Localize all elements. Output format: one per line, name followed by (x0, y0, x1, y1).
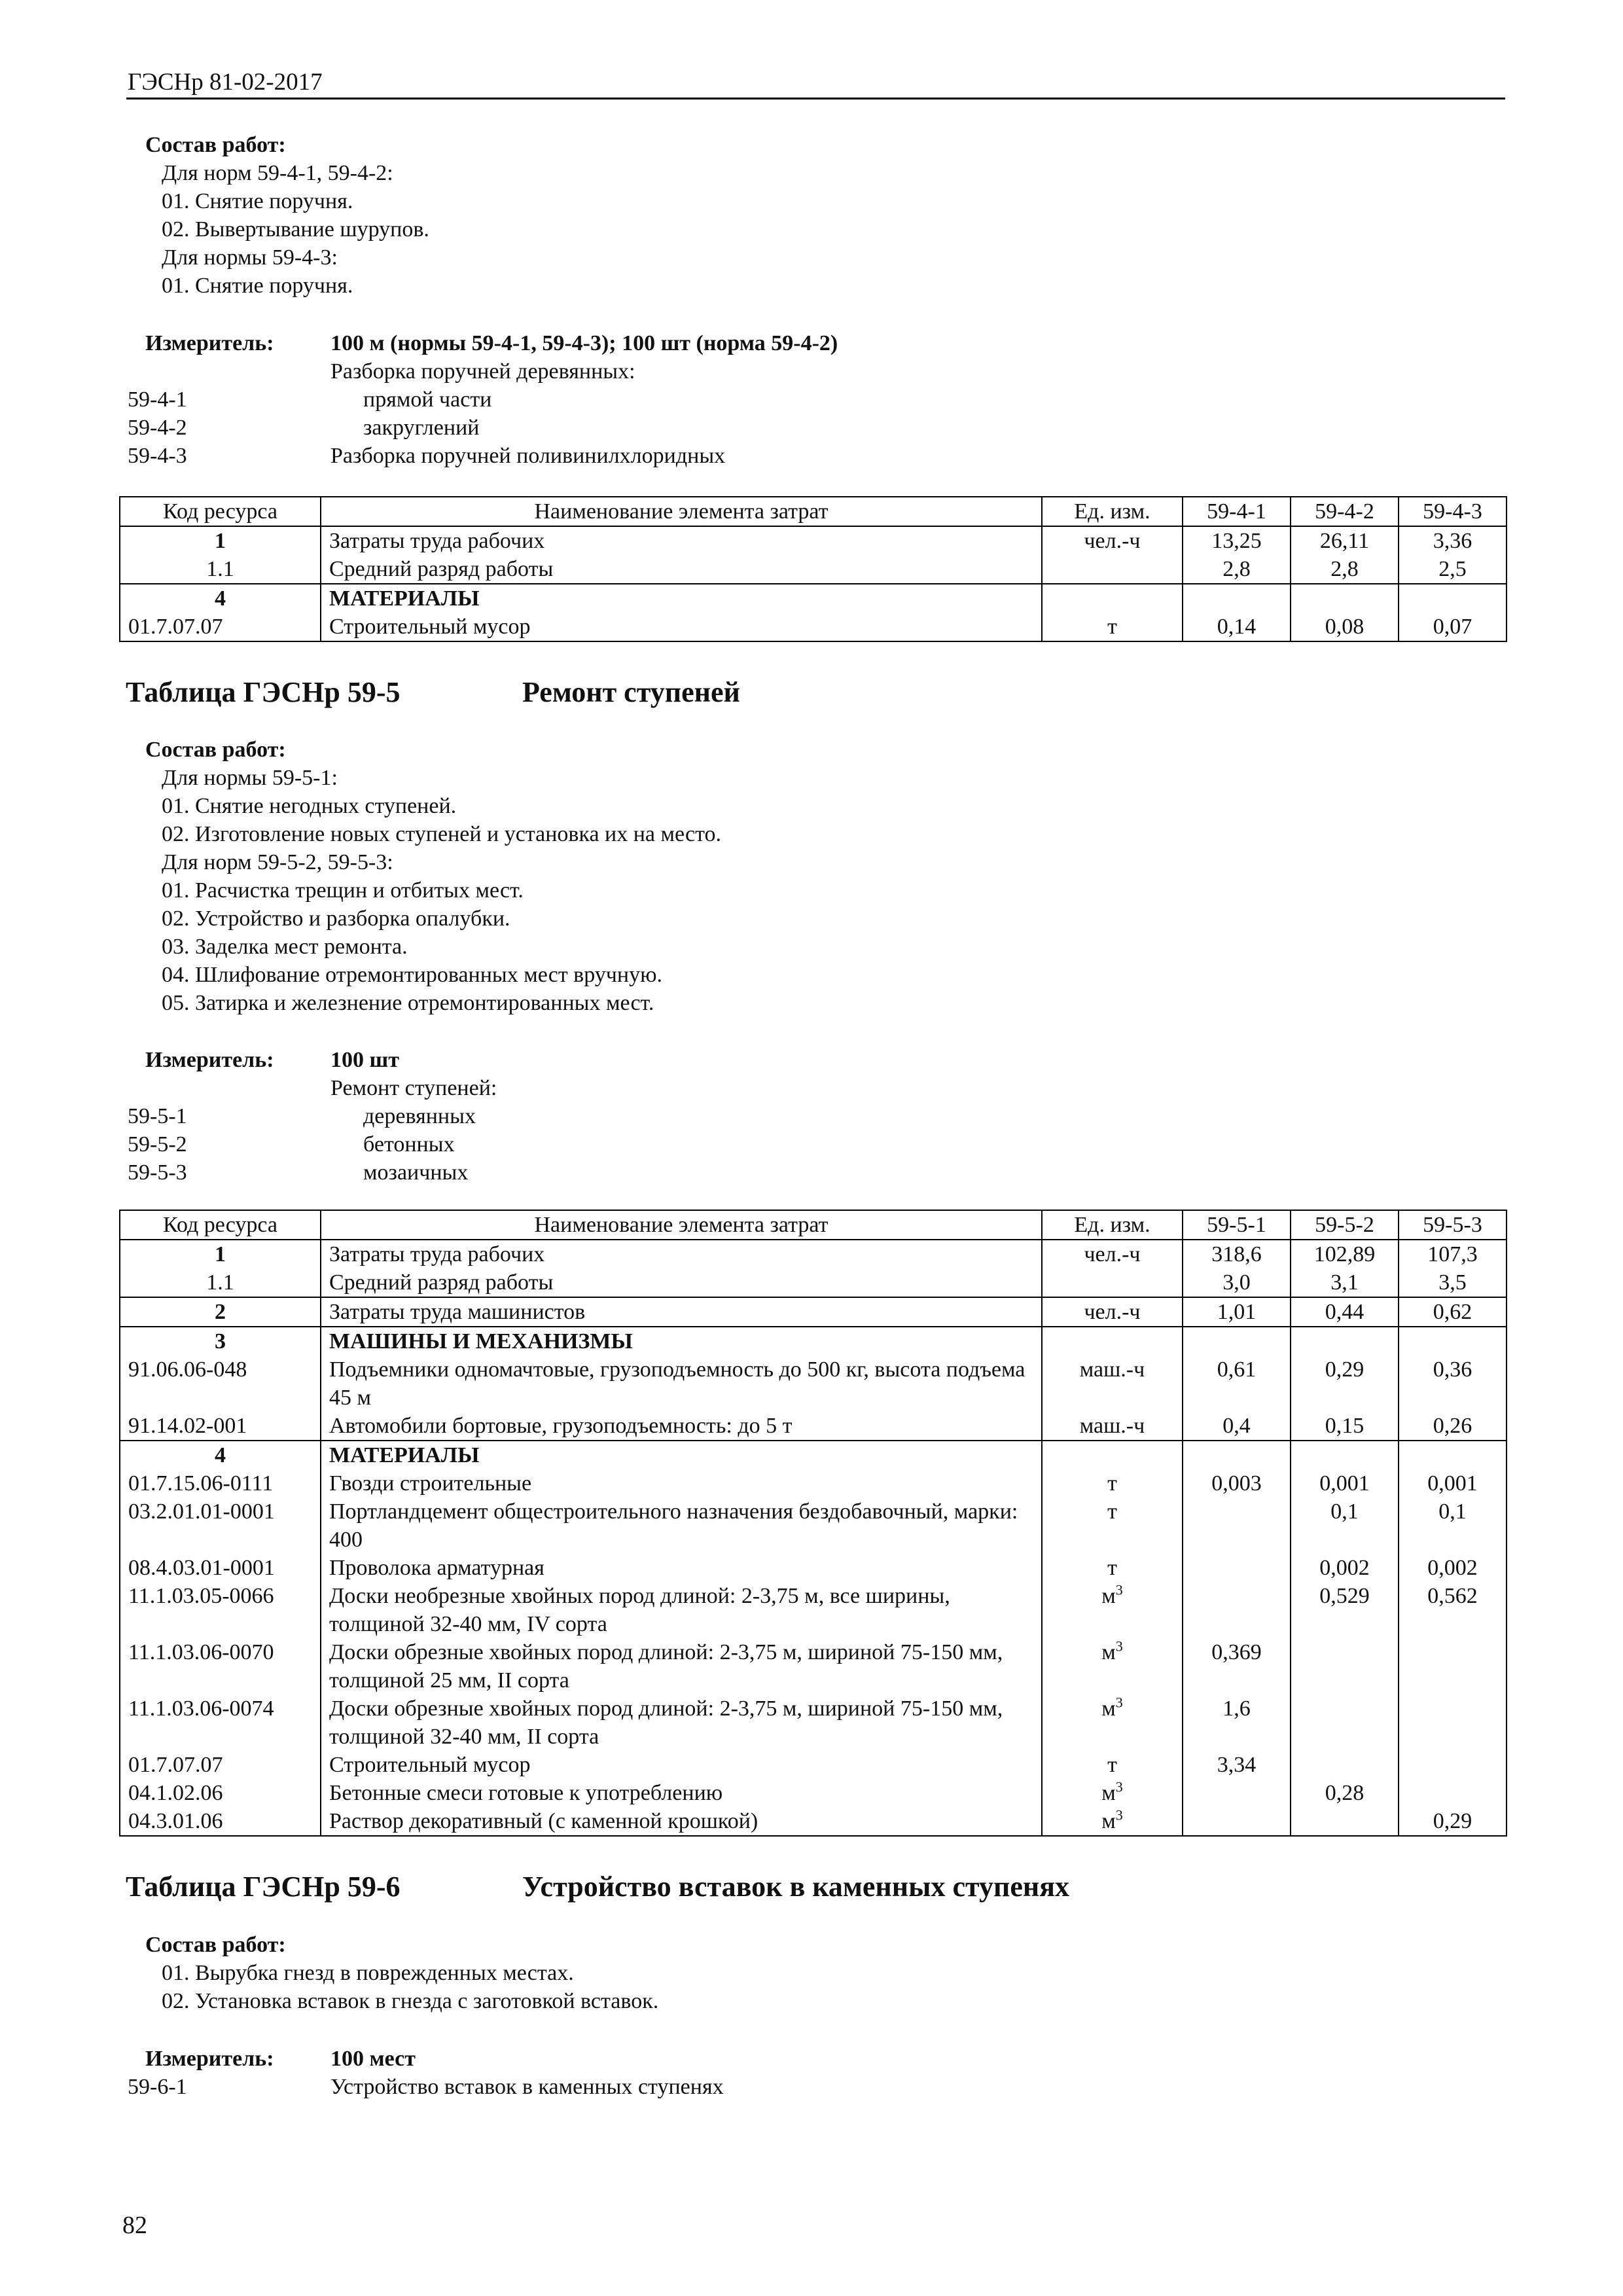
resource-value: 0,369 (1183, 1638, 1291, 1695)
resource-unit: $м^3$ (1042, 1638, 1183, 1695)
resource-value (1291, 1327, 1399, 1355)
resource-unit: $м^3$ (1042, 1779, 1183, 1807)
composition-label-59-6: Состав работ: (145, 1933, 286, 1957)
table-row (120, 1498, 1507, 1554)
table-row (120, 1779, 1507, 1807)
resource-value: 3,36 (1399, 526, 1507, 555)
composition-line: 03. Заделка мест ремонта. (162, 935, 408, 959)
resource-name: Строительный мусор (321, 1751, 1042, 1779)
resource-name: Затраты труда машинистов (321, 1297, 1042, 1327)
resource-unit (1042, 555, 1183, 584)
resource-unit: т (1042, 1751, 1183, 1779)
resource-value: 3,34 (1183, 1751, 1291, 1779)
table-title-59-6: Устройство вставок в каменных ступенях (522, 1871, 1070, 1903)
composition-line: Для норм 59-5-2, 59-5-3: (162, 850, 393, 874)
resource-code: 04.1.02.06 (120, 1779, 321, 1807)
norm-name: закруглений (363, 416, 480, 440)
resource-name: Средний разряд работы (321, 1268, 1042, 1297)
table-row (120, 526, 1507, 555)
resource-value (1399, 1638, 1507, 1695)
resource-value (1291, 1441, 1399, 1469)
resource-value (1399, 1751, 1507, 1779)
resource-value: 0,001 (1399, 1469, 1507, 1498)
resource-value (1399, 1779, 1507, 1807)
resource-name: Строительный мусор (321, 613, 1042, 641)
measure-value-59-6: 100 мест (330, 2047, 416, 2071)
column-header: Наименование элемента затрат (321, 497, 1042, 526)
resource-value (1399, 1695, 1507, 1751)
column-header: Код ресурса (120, 497, 321, 526)
resource-value: 0,001 (1291, 1469, 1399, 1498)
resource-value (1183, 1441, 1291, 1469)
resource-value: 0,07 (1399, 613, 1507, 641)
table-row (120, 1441, 1507, 1469)
resource-value: 2,5 (1399, 555, 1507, 584)
column-header: Код ресурса (120, 1210, 321, 1240)
resource-value (1183, 584, 1291, 613)
column-header: 59-5-1 (1183, 1210, 1291, 1240)
resource-value: 3,1 (1291, 1268, 1399, 1297)
norm-name: Устройство вставок в каменных ступенях (330, 2075, 724, 2099)
resource-unit: $м^3$ (1042, 1695, 1183, 1751)
resource-unit: чел.-ч (1042, 1297, 1183, 1327)
resource-code: 11.1.03.06-0074 (120, 1695, 321, 1751)
resource-name: Гвозди строительные (321, 1469, 1042, 1498)
resource-value (1183, 1327, 1291, 1355)
resource-unit: $м^3$ (1042, 1582, 1183, 1638)
norm-code: 59-5-2 (128, 1132, 187, 1157)
table-row (120, 1582, 1507, 1638)
resource-value (1183, 1582, 1291, 1638)
resource-value (1291, 1695, 1399, 1751)
resource-value (1399, 1327, 1507, 1355)
resource-value: 318,6 (1183, 1240, 1291, 1268)
resource-code: 1 (120, 1240, 321, 1268)
table-row (120, 1240, 1507, 1268)
table-row (120, 1638, 1507, 1695)
norm-name: деревянных (363, 1104, 476, 1128)
resource-unit (1042, 584, 1183, 613)
measure-label-59-5: Измеритель: (145, 1048, 274, 1072)
resource-code: 3 (120, 1327, 321, 1355)
resource-value: 0,002 (1291, 1554, 1399, 1582)
resource-value (1291, 1751, 1399, 1779)
resource-code: 01.7.07.07 (120, 1751, 321, 1779)
resource-value: 102,89 (1291, 1240, 1399, 1268)
resource-name: Проволока арматурная (321, 1554, 1042, 1582)
norm-code: 59-5-1 (128, 1104, 187, 1128)
norm-code: 59-4-2 (128, 416, 187, 440)
header-divider (126, 98, 1505, 99)
resource-code: 2 (120, 1297, 321, 1327)
resource-unit: $м^3$ (1042, 1807, 1183, 1836)
composition-line: Для норм 59-4-1, 59-4-2: (162, 161, 393, 185)
resource-name: Раствор декоративный (с каменной крошкой) (321, 1807, 1042, 1836)
resource-unit: т (1042, 1498, 1183, 1554)
norm-name: мозаичных (363, 1160, 469, 1185)
resource-unit: т (1042, 613, 1183, 641)
resource-code: 1 (120, 526, 321, 555)
resource-value: 0,36 (1399, 1355, 1507, 1412)
resource-group-name: МАТЕРИАЛЫ (321, 584, 1042, 613)
norm-code: 59-4-3 (128, 444, 187, 468)
table-row (120, 1412, 1507, 1441)
resource-unit (1042, 1327, 1183, 1355)
resource-value: 0,29 (1291, 1355, 1399, 1412)
column-header: 59-4-1 (1183, 497, 1291, 526)
resource-value: 0,62 (1399, 1297, 1507, 1327)
table-header-row (120, 1210, 1507, 1240)
measure-group-title: Ремонт ступеней: (330, 1076, 497, 1100)
norm-code: 59-6-1 (128, 2075, 187, 2099)
composition-line: 02. Установка вставок в гнезда с заготовкой вставок. (162, 1989, 659, 2013)
resource-value: 0,44 (1291, 1297, 1399, 1327)
resource-value: 2,8 (1183, 555, 1291, 584)
resource-code: 01.7.15.06-0111 (120, 1469, 321, 1498)
measure-group-title: Разборка поручней деревянных: (330, 359, 635, 384)
norm-code: 59-4-1 (128, 387, 187, 412)
resource-value: 0,26 (1399, 1412, 1507, 1441)
table-row (120, 1297, 1507, 1327)
norm-name: бетонных (363, 1132, 455, 1157)
composition-line: 01. Вырубка гнезд в поврежденных местах. (162, 1961, 574, 1985)
resource-code: 04.3.01.06 (120, 1807, 321, 1836)
composition-line: 01. Снятие негодных ступеней. (162, 794, 457, 818)
table-row (120, 1327, 1507, 1355)
resource-table-59-5 (119, 1210, 1507, 1837)
table-label-59-6: Таблица ГЭСНр 59-6 (126, 1871, 401, 1903)
resource-value (1291, 1638, 1399, 1695)
composition-line: Для нормы 59-5-1: (162, 766, 338, 790)
resource-value (1399, 584, 1507, 613)
resource-value: 0,61 (1183, 1355, 1291, 1412)
resource-value: 107,3 (1399, 1240, 1507, 1268)
resource-name: Портландцемент общестроительного назначения бездобавочный, марки: 400 (321, 1498, 1042, 1554)
table-row (120, 1751, 1507, 1779)
norm-name: прямой части (363, 387, 492, 412)
measure-label-59-6: Измеритель: (145, 2047, 274, 2071)
resource-code: 11.1.03.05-0066 (120, 1582, 321, 1638)
resource-value: 3,0 (1183, 1268, 1291, 1297)
resource-unit: т (1042, 1554, 1183, 1582)
table-row (120, 1695, 1507, 1751)
column-header: 59-4-3 (1399, 497, 1507, 526)
resource-value (1183, 1498, 1291, 1554)
table-row (120, 555, 1507, 584)
resource-unit: чел.-ч (1042, 526, 1183, 555)
resource-value: 0,14 (1183, 613, 1291, 641)
resource-code: 91.14.02-001 (120, 1412, 321, 1441)
resource-value: 0,562 (1399, 1582, 1507, 1638)
resource-code: 91.06.06-048 (120, 1355, 321, 1412)
resource-value: 0,1 (1399, 1498, 1507, 1554)
resource-value: 2,8 (1291, 555, 1399, 584)
column-header: 59-4-2 (1291, 497, 1399, 526)
column-header: 59-5-3 (1399, 1210, 1507, 1240)
composition-line: 04. Шлифование отремонтированных мест вручную. (162, 963, 662, 987)
resource-value: 0,28 (1291, 1779, 1399, 1807)
resource-value: 0,15 (1291, 1412, 1399, 1441)
table-title-59-5: Ремонт ступеней (522, 676, 740, 708)
resource-name: Доски обрезные хвойных пород длиной: 2-3,75 м, шириной 75-150 мм, толщиной 25 мм, II сорта (321, 1638, 1042, 1695)
resource-name: Автомобили бортовые, грузоподъемность: до 5 т (321, 1412, 1042, 1441)
composition-line: 01. Расчистка трещин и отбитых мест. (162, 878, 524, 903)
table-row (120, 584, 1507, 613)
table-row (120, 613, 1507, 641)
resource-unit (1042, 1441, 1183, 1469)
resource-value: 0,08 (1291, 613, 1399, 641)
resource-value (1291, 1807, 1399, 1836)
resource-code: 01.7.07.07 (120, 613, 321, 641)
table-row (120, 1355, 1507, 1412)
composition-line: 02. Устройство и разборка опалубки. (162, 906, 510, 931)
column-header: Ед. изм. (1042, 1210, 1183, 1240)
document-header-title: ГЭСНр 81-02-2017 (128, 69, 323, 96)
norm-code: 59-5-3 (128, 1160, 187, 1185)
resource-unit (1042, 1268, 1183, 1297)
resource-value: 3,5 (1399, 1268, 1507, 1297)
resource-value: 0,29 (1399, 1807, 1507, 1836)
resource-value: 0,529 (1291, 1582, 1399, 1638)
measure-value-59-5: 100 шт (330, 1048, 399, 1072)
table-label-59-5: Таблица ГЭСНр 59-5 (126, 676, 401, 708)
resource-code: 4 (120, 584, 321, 613)
table-row (120, 1469, 1507, 1498)
table-row (120, 1268, 1507, 1297)
resource-table-59-4 (119, 496, 1507, 642)
norm-name: Разборка поручней поливинилхлоридных (330, 444, 726, 468)
resource-value: 13,25 (1183, 526, 1291, 555)
resource-value: 0,002 (1399, 1554, 1507, 1582)
composition-line: 01. Снятие поручня. (162, 189, 353, 213)
resource-name: Подъемники одномачтовые, грузоподъемность до 500 кг, высота подъема 45 м (321, 1355, 1042, 1412)
resource-code: 4 (120, 1441, 321, 1469)
composition-line: 02. Вывертывание шурупов. (162, 217, 429, 242)
resource-group-name: МАШИНЫ И МЕХАНИЗМЫ (321, 1327, 1042, 1355)
resource-value: 1,6 (1183, 1695, 1291, 1751)
resource-code: 11.1.03.06-0070 (120, 1638, 321, 1695)
resource-group-name: МАТЕРИАЛЫ (321, 1441, 1042, 1469)
composition-label-59-5: Состав работ: (145, 738, 286, 762)
resource-value (1291, 584, 1399, 613)
column-header: Наименование элемента затрат (321, 1210, 1042, 1240)
resource-code: 08.4.03.01-0001 (120, 1554, 321, 1582)
resource-code: 1.1 (120, 1268, 321, 1297)
resource-name: Доски обрезные хвойных пород длиной: 2-3,75 м, шириной 75-150 мм, толщиной 32-40 мм, II сорта (321, 1695, 1042, 1751)
measure-label-59-4: Измеритель: (145, 331, 274, 355)
table-header-row (120, 497, 1507, 526)
resource-value (1183, 1779, 1291, 1807)
resource-value: 0,1 (1291, 1498, 1399, 1554)
resource-name: Доски необрезные хвойных пород длиной: 2-3,75 м, все ширины, толщиной 32-40 мм, IV сорта (321, 1582, 1042, 1638)
resource-name: Затраты труда рабочих (321, 1240, 1042, 1268)
resource-code: 1.1 (120, 555, 321, 584)
table-row (120, 1807, 1507, 1836)
resource-value (1183, 1807, 1291, 1836)
composition-line: Для нормы 59-4-3: (162, 245, 338, 270)
composition-line: 02. Изготовление новых ступеней и установка их на место. (162, 822, 721, 846)
resource-value: 0,003 (1183, 1469, 1291, 1498)
column-header: Ед. изм. (1042, 497, 1183, 526)
resource-unit: чел.-ч (1042, 1240, 1183, 1268)
composition-line: 05. Затирка и железнение отремонтированных мест. (162, 991, 654, 1015)
measure-value-59-4: 100 м (нормы 59-4-1, 59-4-3); 100 шт (норма 59-4-2) (330, 331, 838, 355)
resource-name: Средний разряд работы (321, 555, 1042, 584)
resource-value: 26,11 (1291, 526, 1399, 555)
resource-unit: маш.-ч (1042, 1412, 1183, 1441)
resource-name: Бетонные смеси готовые к употреблению (321, 1779, 1042, 1807)
composition-label-59-4: Состав работ: (145, 133, 286, 157)
resource-value: 0,4 (1183, 1412, 1291, 1441)
resource-unit: маш.-ч (1042, 1355, 1183, 1412)
composition-line: 01. Снятие поручня. (162, 274, 353, 298)
resource-value (1399, 1441, 1507, 1469)
table-row (120, 1554, 1507, 1582)
resource-name: Затраты труда рабочих (321, 526, 1042, 555)
resource-code: 03.2.01.01-0001 (120, 1498, 321, 1554)
resource-unit: т (1042, 1469, 1183, 1498)
resource-value (1183, 1554, 1291, 1582)
column-header: 59-5-2 (1291, 1210, 1399, 1240)
page-number: 82 (122, 2212, 147, 2239)
resource-value: 1,01 (1183, 1297, 1291, 1327)
